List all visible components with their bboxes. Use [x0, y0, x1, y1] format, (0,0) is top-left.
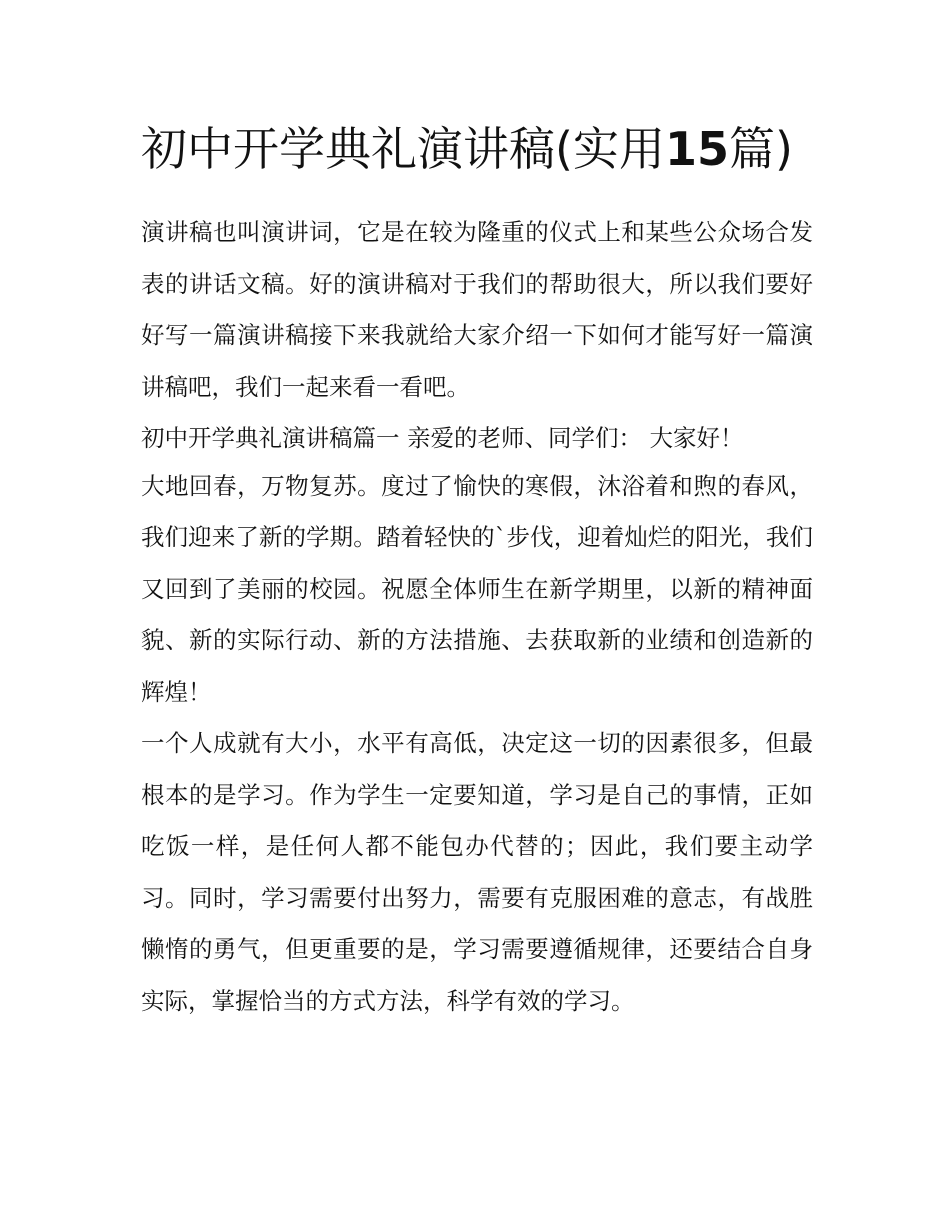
intro-paragraph: 演讲稿也叫演讲词，它是在较为隆重的仪式上和某些公众场合发表的讲话文稿。好的演讲稿对于我们的帮助很大，所以我们要好好写一篇演讲稿接下来我就给大家介绍一下如何才能写好一篇演讲稿吧，我们一起来看一看吧。	[141, 218, 813, 401]
document-page	[141, 112, 813, 1027]
title-number: 15	[664, 122, 729, 176]
body-paragraph-spring: 大地回春，万物复苏。度过了愉快的寒假，沐浴着和煦的春风，我们迎来了新的学期。踏着轻快的`步伐，迎着灿烂的阳光，我们又回到了美丽的校园。祝愿全体师生在新学期里，以新的精神面貌、新的实际行动、新的方法措施、去获取新的业绩和创造新的辉煌！	[141, 471, 813, 706]
document-title: 初中开学典礼演讲稿(实用15篇)	[141, 122, 793, 176]
body-paragraph-learning: 一个人成就有大小，水平有高低，决定这一切的因素很多，但最根本的是学习。作为学生一定要知道，学习是自己的事情，正如吃饭一样，是任何人都不能包办代替的；因此，我们要主动学习。同时，学习需要付出努力，需要有克服困难的意志，有战胜懒惰的勇气，但更重要的是，学习需要遵循规律，还要结合自身实际，掌握恰当的方式方法，科学有效的学习。	[141, 729, 813, 1015]
speech-heading-paragraph: 初中开学典礼演讲稿篇一 亲爱的老师、同学们： 大家好！	[141, 424, 744, 452]
